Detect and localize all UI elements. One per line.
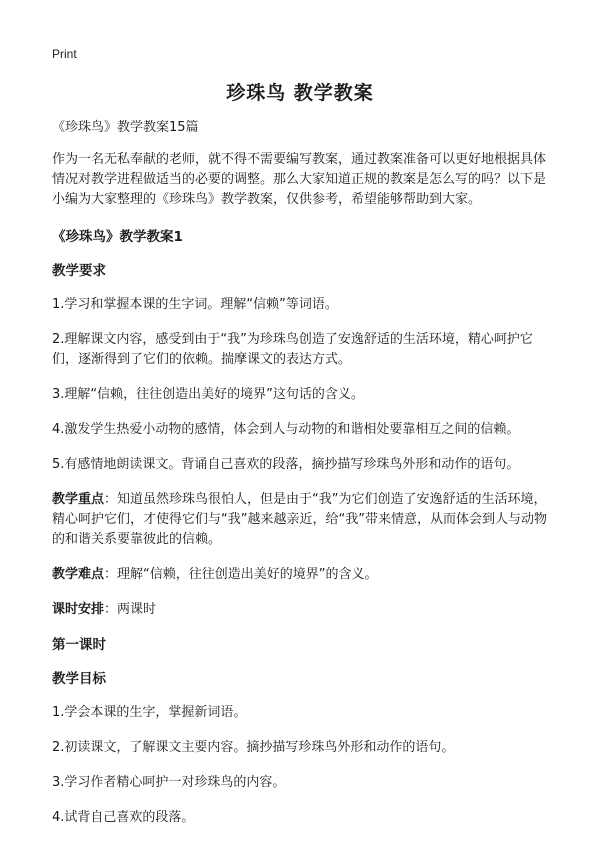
schedule-paragraph xyxy=(52,600,552,620)
requirement-item: 4.激发学生热爱小动物的感情，体会到人与动物的和谐相处要靠相互之间的信赖。 xyxy=(52,422,520,437)
key-point-paragraph xyxy=(52,490,552,550)
requirement-item: 2.理解课文内容，感受到由于“我”为珍珠鸟创造了安逸舒适的生活环境，精心呵护它们，逐渐得到了它们的依赖。揣摩课文的表达方式。 xyxy=(52,332,533,367)
key-point-label: 教学重点 xyxy=(52,492,105,507)
requirement-item: 1.学习和掌握本课的生字词。理解“信赖”等词语。 xyxy=(52,297,338,312)
key-point-text: ：知道虽然珍珠鸟很怕人，但是由于“我”为它们创造了安逸舒适的生活环境，精心呵护它们，才使得它们与“我”越来越亲近，给“我”带来情意，从而体会到人与动物的和谐关系要靠彼此的信赖。 xyxy=(52,492,547,547)
requirement-item: 3.理解“信赖，往往创造出美好的境界”这句话的含义。 xyxy=(52,387,364,402)
intro-paragraph: 作为一名无私奉献的老师，就不得不需要编写教案，通过教案准备可以更好地根据具体情况对教学进程做适当的必要的调整。那么大家知道正规的教案是怎么写的吗？以下是小编为大家整理的《珍珠鸟》教学教案，仅供参考，希望能够帮助到大家。 xyxy=(52,152,547,207)
difficulty-paragraph xyxy=(52,565,552,585)
goal-item: 3.学习作者精心呵护一对珍珠鸟的内容。 xyxy=(52,775,286,790)
goals-heading: 教学目标 xyxy=(52,671,106,687)
lesson-heading: 第一课时 xyxy=(52,637,106,653)
section-heading: 《珍珠鸟》教学教案1 xyxy=(52,229,183,245)
document-body xyxy=(52,118,552,843)
difficulty-text: ：理解“信赖，往往创造出美好的境界”的含义。 xyxy=(104,567,378,582)
difficulty-label: 教学难点 xyxy=(52,567,105,582)
page-title: 珍珠鸟 教学教案 xyxy=(226,82,374,104)
schedule-label: 课时安排 xyxy=(52,602,105,617)
requirements-heading: 教学要求 xyxy=(52,263,106,279)
goal-item: 1.学会本课的生字，掌握新词语。 xyxy=(52,705,247,720)
goal-item: 2.初读课文，了解课文主要内容。摘抄描写珍珠鸟外形和动作的语句。 xyxy=(52,740,455,755)
print-label: Print xyxy=(52,47,77,61)
document-subtitle: 《珍珠鸟》教学教案15篇 xyxy=(52,120,199,135)
goal-item: 4.试背自己喜欢的段落。 xyxy=(52,810,195,825)
requirement-item: 5.有感情地朗读课文。背诵自己喜欢的段落，摘抄描写珍珠鸟外形和动作的语句。 xyxy=(52,457,520,472)
schedule-text: ：两课时 xyxy=(104,602,157,617)
